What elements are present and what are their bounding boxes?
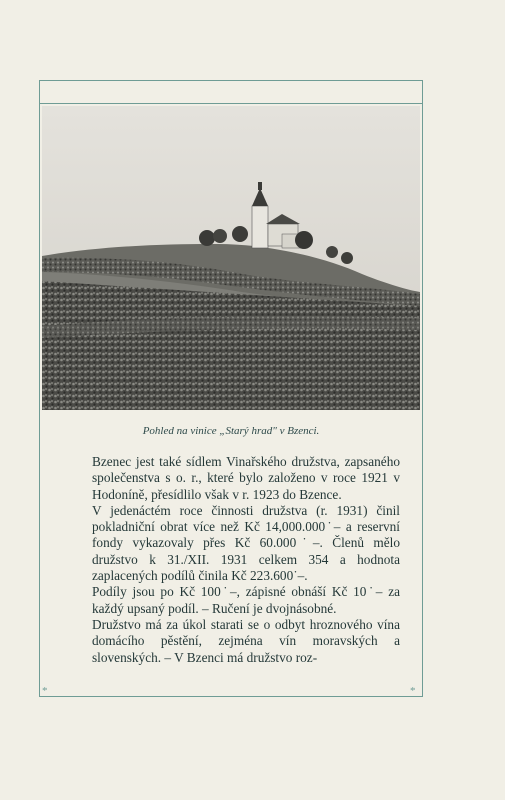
paragraph: V jedenáctém roce činnosti družstva (r. 1931) činil pokladniční obrat více než Kč 14,000.000˙– a reservní fondy vykazovaly přes Kč 60.000˙–. Členů mělo družstvo k 31./XII. 1931 celkem 354 a hodnota zaplacených podílů činila Kč 223.600˙–. xyxy=(92,502,400,584)
corner-ornament-left: * xyxy=(42,685,48,697)
photo-caption: Pohled na vinice „Starý hrad" v Bzenci. xyxy=(142,425,320,437)
vineyard-photo xyxy=(42,106,420,410)
paragraph: Podíly jsou po Kč 100˙–, zápisné obnáší Kč 10˙– za každý upsaný podíl. – Ručení je dvojnásobné. xyxy=(92,584,400,616)
body-text xyxy=(92,454,400,666)
corner-ornament-right: * xyxy=(410,685,416,697)
paragraph: Bzenec jest také sídlem Vinařského družstva, zapsaného společenstva s o. r., které bylo založeno v roce 1921 v Hodoníně, přesídlilo však v r. 1923 do Bzence. xyxy=(92,454,400,502)
paragraph: Družstvo má za úkol starati se o odbyt hroznového vína domácího pěstění, zejména vín moravských a slovenských. – V Bzenci má družstvo roz- xyxy=(92,616,400,665)
frame-top-rule xyxy=(39,103,423,104)
